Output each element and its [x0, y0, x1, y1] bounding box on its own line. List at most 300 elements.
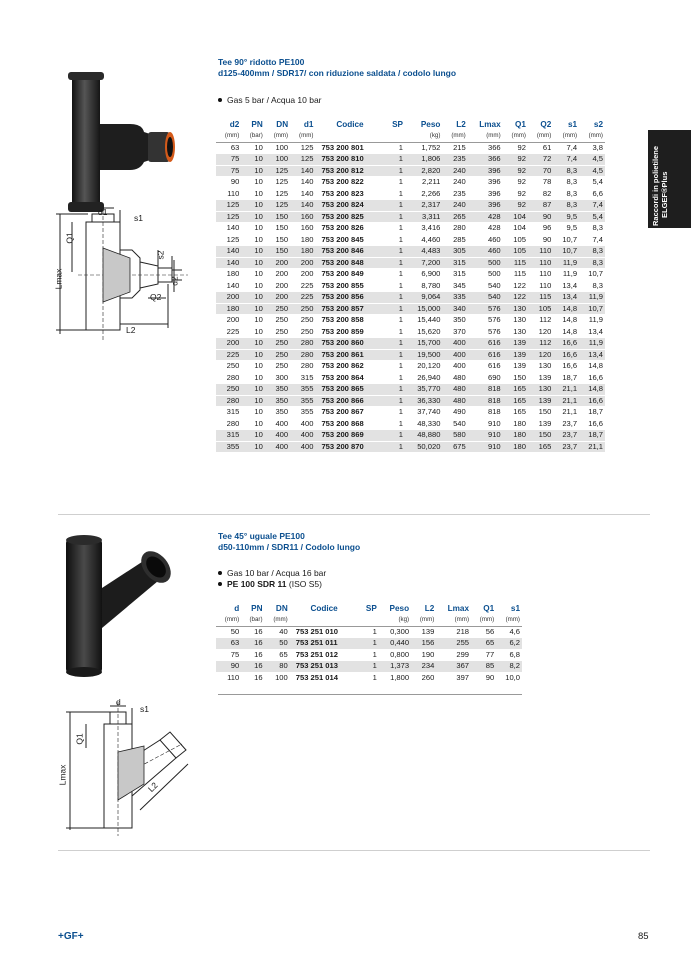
- table-cell: 315: [216, 407, 241, 419]
- column-header: SP: [392, 119, 403, 129]
- article-code-cell: 753 200 856: [315, 292, 384, 304]
- table-cell: 240: [442, 165, 467, 177]
- table-cell: 11,9: [579, 315, 605, 327]
- table-cell: 305: [442, 246, 467, 258]
- article-code-cell: 753 200 858: [315, 315, 384, 327]
- table-cell: 21,1: [553, 407, 579, 419]
- table-cell: 82: [528, 188, 553, 200]
- table-cell: 165: [528, 441, 553, 453]
- table-cell: 125: [265, 165, 290, 177]
- table-cell: 115: [528, 292, 553, 304]
- column-unit: (mm): [579, 131, 605, 142]
- table-cell: 139: [503, 338, 528, 350]
- table-cell: 280: [216, 395, 241, 407]
- table-cell: 110: [528, 280, 553, 292]
- table-cell: 396: [468, 177, 503, 189]
- table-cell: 122: [503, 292, 528, 304]
- table-cell: 1,752: [405, 142, 442, 154]
- table-cell: 480: [442, 372, 467, 384]
- table-cell: 616: [468, 361, 503, 373]
- table-cell: 280: [290, 361, 315, 373]
- table-cell: 140: [216, 246, 241, 258]
- table-row: [216, 372, 605, 384]
- table-cell: 180: [290, 234, 315, 246]
- table-cell: 150: [528, 430, 553, 442]
- table-cell: 1: [384, 200, 405, 212]
- table-cell: 225: [216, 349, 241, 361]
- table-row: [216, 430, 605, 442]
- table-cell: 1: [384, 315, 405, 327]
- table-cell: 37,740: [405, 407, 442, 419]
- table-cell: 367: [436, 661, 471, 673]
- table-cell: 1: [358, 661, 378, 673]
- column-unit: (mm): [216, 131, 241, 142]
- table-cell: 540: [468, 292, 503, 304]
- table-cell: 165: [503, 395, 528, 407]
- table-cell: 1: [384, 326, 405, 338]
- column-unit: (mm): [503, 131, 528, 142]
- table-cell: 1: [384, 280, 405, 292]
- table-cell: 15,620: [405, 326, 442, 338]
- column-unit: (mm): [411, 615, 436, 626]
- table-cell: 3,416: [405, 223, 442, 235]
- table-cell: 139: [411, 626, 436, 638]
- table-cell: 1: [384, 188, 405, 200]
- table-cell: 92: [503, 188, 528, 200]
- table-cell: 78: [528, 177, 553, 189]
- table-cell: 335: [442, 292, 467, 304]
- table-row: [216, 649, 522, 661]
- table-cell: 8,3: [579, 246, 605, 258]
- tee-90-reduced-photo: [60, 66, 180, 216]
- table-cell: 104: [503, 211, 528, 223]
- column-header: L2: [424, 603, 435, 613]
- table-cell: 165: [503, 407, 528, 419]
- table-cell: 300: [265, 372, 290, 384]
- gf-logo: +GF+: [58, 931, 84, 942]
- table-cell: 350: [265, 395, 290, 407]
- dim-label-q1: Q1: [64, 232, 75, 244]
- article-code-cell: 753 251 012: [290, 649, 359, 661]
- dim-label-lmax: Lmax: [53, 268, 64, 290]
- article-code-cell: 753 200 867: [315, 407, 384, 419]
- table-cell: 8,3: [553, 165, 579, 177]
- article-code-cell: 753 200 823: [315, 188, 384, 200]
- table-cell: 56: [471, 626, 496, 638]
- table-cell: 235: [442, 154, 467, 166]
- table-cell: 350: [265, 384, 290, 396]
- table-cell: 396: [468, 165, 503, 177]
- table-cell: 10: [241, 246, 264, 258]
- table-cell: 1: [358, 626, 378, 638]
- table-cell: 1: [384, 361, 405, 373]
- article-code-cell: 753 200 849: [315, 269, 384, 281]
- table-cell: 23,7: [553, 418, 579, 430]
- table-cell: 23,7: [553, 430, 579, 442]
- table-cell: 1: [384, 234, 405, 246]
- article-code-cell: 753 200 869: [315, 430, 384, 442]
- bullet-dot: [218, 582, 222, 586]
- table-cell: 500: [468, 269, 503, 281]
- table-cell: 460: [468, 234, 503, 246]
- table-cell: 125: [265, 188, 290, 200]
- table-cell: 75: [216, 154, 241, 166]
- table-cell: 80: [265, 661, 290, 673]
- article-code-cell: 753 200 846: [315, 246, 384, 258]
- table-cell: 10: [241, 165, 264, 177]
- column-header: PN: [251, 603, 263, 613]
- table-cell: 10: [241, 234, 264, 246]
- table-cell: 818: [468, 407, 503, 419]
- dim2-label-d: d: [116, 697, 121, 707]
- table-cell: 26,940: [405, 372, 442, 384]
- column-unit: (mm): [442, 131, 467, 142]
- table-cell: 215: [442, 142, 467, 154]
- table-cell: 130: [503, 315, 528, 327]
- table-cell: 15,440: [405, 315, 442, 327]
- table-cell: 150: [265, 234, 290, 246]
- table-cell: 540: [468, 280, 503, 292]
- table-cell: 0,300: [379, 626, 411, 638]
- table-cell: 428: [468, 223, 503, 235]
- table-cell: 315: [442, 269, 467, 281]
- table-cell: 355: [216, 441, 241, 453]
- table-cell: 1: [384, 395, 405, 407]
- table-row: [216, 626, 522, 638]
- table-cell: 10: [241, 269, 264, 281]
- table-cell: 9,5: [553, 211, 579, 223]
- table-row: [216, 280, 605, 292]
- table-cell: 8,3: [579, 280, 605, 292]
- table-cell: 50,020: [405, 441, 442, 453]
- table-cell: 480: [442, 384, 467, 396]
- column-unit: (mm): [496, 615, 522, 626]
- tee-45-drawing: [48, 700, 198, 840]
- table-cell: 1: [384, 372, 405, 384]
- article-code-cell: 753 200 857: [315, 303, 384, 315]
- table-cell: 110: [216, 672, 241, 684]
- table-cell: 200: [265, 257, 290, 269]
- article-code-cell: 753 251 011: [290, 638, 359, 650]
- table-row: [216, 200, 605, 212]
- dim-label-s2: s2: [155, 250, 166, 260]
- table-cell: 70: [528, 165, 553, 177]
- table-cell: 315: [442, 257, 467, 269]
- table-cell: 280: [216, 418, 241, 430]
- table-cell: 139: [503, 361, 528, 373]
- table-cell: 50: [216, 626, 241, 638]
- table-cell: 1,800: [379, 672, 411, 684]
- table-cell: 280: [216, 372, 241, 384]
- table-cell: 112: [528, 338, 553, 350]
- table-cell: 14,8: [579, 384, 605, 396]
- dim-label-s1: s1: [134, 213, 143, 223]
- column-unit: (mm): [290, 131, 315, 142]
- table-row: [216, 441, 605, 453]
- section1-title-line2: d125-400mm / SDR17/ con riduzione saldata / codolo lungo: [218, 68, 457, 78]
- table-cell: 250: [265, 303, 290, 315]
- table-cell: 400: [290, 418, 315, 430]
- table-row: [216, 303, 605, 315]
- table-row: [216, 395, 605, 407]
- table-cell: 350: [442, 315, 467, 327]
- table-cell: 280: [290, 338, 315, 350]
- table-cell: 140: [216, 280, 241, 292]
- table-cell: 36,330: [405, 395, 442, 407]
- column-unit: (mm): [265, 131, 290, 142]
- section1-title: [218, 57, 456, 79]
- column-header: Codice: [336, 119, 364, 129]
- table-cell: 200: [216, 315, 241, 327]
- table-cell: 10: [241, 326, 264, 338]
- table-cell: 16: [241, 672, 264, 684]
- table-cell: 250: [290, 315, 315, 327]
- table-cell: 10: [241, 315, 264, 327]
- table-cell: 50: [265, 638, 290, 650]
- table-cell: 6,900: [405, 269, 442, 281]
- section1-title-line1: Tee 90° ridotto PE100: [218, 57, 305, 67]
- table-cell: 120: [528, 349, 553, 361]
- article-code-cell: 753 200 860: [315, 338, 384, 350]
- table-cell: 15,700: [405, 338, 442, 350]
- table-cell: 5,4: [579, 177, 605, 189]
- column-header: DN: [276, 119, 289, 129]
- table-cell: 63: [216, 142, 241, 154]
- table-cell: 1: [384, 407, 405, 419]
- table-cell: 100: [265, 154, 290, 166]
- table-cell: 180: [216, 303, 241, 315]
- column-header: Q1: [483, 603, 495, 613]
- table-cell: 265: [442, 211, 467, 223]
- column-unit: [384, 131, 405, 142]
- table-cell: 92: [503, 200, 528, 212]
- article-code-cell: 753 200 861: [315, 349, 384, 361]
- article-code-cell: 753 200 812: [315, 165, 384, 177]
- table-cell: 20,120: [405, 361, 442, 373]
- table-cell: 180: [503, 430, 528, 442]
- table-cell: 140: [290, 177, 315, 189]
- table-row: [216, 246, 605, 258]
- column-header: SP: [365, 603, 377, 613]
- table-cell: 397: [436, 672, 471, 684]
- column-unit: (kg): [379, 615, 411, 626]
- table-cell: 16: [241, 649, 264, 661]
- table-cell: 10,7: [579, 269, 605, 281]
- table-cell: 7,4: [553, 142, 579, 154]
- table-cell: 1: [384, 165, 405, 177]
- table-cell: 0,800: [379, 649, 411, 661]
- table-cell: 150: [528, 407, 553, 419]
- table-cell: 16,6: [579, 395, 605, 407]
- table-cell: 576: [468, 326, 503, 338]
- table-cell: 10,7: [579, 303, 605, 315]
- table-cell: 400: [265, 441, 290, 453]
- table-cell: 115: [503, 269, 528, 281]
- column-header: Peso: [420, 119, 441, 129]
- table-cell: 16,6: [553, 338, 579, 350]
- table-cell: 2,211: [405, 177, 442, 189]
- table-cell: 110: [528, 246, 553, 258]
- article-code-cell: 753 200 826: [315, 223, 384, 235]
- table-cell: 250: [265, 338, 290, 350]
- side-tab: [648, 130, 691, 228]
- table-cell: 140: [216, 257, 241, 269]
- table-cell: 4,5: [579, 165, 605, 177]
- table-row: [216, 672, 522, 684]
- table-cell: 10: [241, 188, 264, 200]
- column-unit: (bar): [241, 131, 264, 142]
- column-header: Lmax: [479, 119, 501, 129]
- table-cell: 10: [241, 384, 264, 396]
- column-header: s1: [567, 119, 578, 129]
- table-cell: 16: [241, 661, 264, 673]
- footer-divider: [58, 850, 650, 851]
- table-cell: 576: [468, 303, 503, 315]
- table-cell: 10: [241, 177, 264, 189]
- side-tab-text: [651, 146, 669, 226]
- table-cell: 150: [265, 223, 290, 235]
- table-cell: 90: [216, 177, 241, 189]
- table-row: [216, 165, 605, 177]
- column-header: PN: [251, 119, 263, 129]
- table-cell: 240: [442, 177, 467, 189]
- dim-label-d1: d1: [98, 207, 108, 217]
- table-cell: 105: [503, 234, 528, 246]
- table-cell: 180: [216, 269, 241, 281]
- table-cell: 75: [216, 165, 241, 177]
- table-cell: 125: [290, 154, 315, 166]
- table-cell: 140: [290, 188, 315, 200]
- table-cell: 16,6: [579, 418, 605, 430]
- section2-title-line1: Tee 45° uguale PE100: [218, 531, 305, 541]
- table-cell: 8,3: [553, 177, 579, 189]
- table-cell: 6,8: [496, 649, 522, 661]
- table-cell: 400: [442, 361, 467, 373]
- table-cell: 1: [384, 430, 405, 442]
- table-row: [216, 257, 605, 269]
- table-cell: 818: [468, 384, 503, 396]
- table-cell: 110: [528, 269, 553, 281]
- article-code-cell: 753 251 010: [290, 626, 359, 638]
- table-cell: 200: [290, 257, 315, 269]
- table-cell: 125: [290, 142, 315, 154]
- column-unit: (bar): [241, 615, 264, 626]
- table-cell: 15,000: [405, 303, 442, 315]
- table-cell: 218: [436, 626, 471, 638]
- table-cell: 280: [290, 349, 315, 361]
- table-cell: 21,1: [579, 441, 605, 453]
- table-cell: 10: [241, 223, 264, 235]
- section1-bullet-text: Gas 5 bar / Acqua 10 bar: [227, 95, 322, 105]
- table-cell: 280: [442, 223, 467, 235]
- article-code-cell: 753 200 801: [315, 142, 384, 154]
- table-cell: 19,500: [405, 349, 442, 361]
- column-unit: (mm): [471, 615, 496, 626]
- table-row: [216, 326, 605, 338]
- table-row: [216, 638, 522, 650]
- table-cell: 190: [411, 649, 436, 661]
- table-cell: 72: [528, 154, 553, 166]
- tee-90-reduced-drawing: [48, 200, 198, 350]
- table-cell: 156: [411, 638, 436, 650]
- table-row: [216, 188, 605, 200]
- table-row: [216, 407, 605, 419]
- table-cell: 200: [216, 292, 241, 304]
- table-cell: 234: [411, 661, 436, 673]
- table-cell: 7,4: [579, 234, 605, 246]
- article-code-cell: 753 200 848: [315, 257, 384, 269]
- table-cell: 355: [290, 407, 315, 419]
- table-cell: 366: [468, 154, 503, 166]
- article-code-cell: 753 200 855: [315, 280, 384, 292]
- table-cell: 400: [442, 349, 467, 361]
- table-cell: 7,4: [579, 200, 605, 212]
- table-cell: 2,317: [405, 200, 442, 212]
- table-cell: 396: [468, 188, 503, 200]
- table-cell: 3,8: [579, 142, 605, 154]
- table-cell: 576: [468, 315, 503, 327]
- column-unit: (mm): [528, 131, 553, 142]
- section2-bullet-2-rest: (ISO S5): [286, 579, 322, 589]
- table-cell: 10: [241, 292, 264, 304]
- table-cell: 250: [265, 349, 290, 361]
- table-cell: 250: [216, 361, 241, 373]
- table-cell: 92: [503, 165, 528, 177]
- tee-45-photo: [52, 532, 182, 682]
- table-cell: 10,7: [553, 246, 579, 258]
- table-cell: 120: [528, 326, 553, 338]
- table-cell: 400: [290, 441, 315, 453]
- table-cell: 77: [471, 649, 496, 661]
- table-cell: 10: [241, 280, 264, 292]
- table-cell: 10: [241, 303, 264, 315]
- table-cell: 11,9: [579, 338, 605, 350]
- section2-table-bottom-rule: [218, 694, 522, 695]
- table-cell: 48,330: [405, 418, 442, 430]
- table-cell: 616: [468, 349, 503, 361]
- table-cell: 1: [384, 177, 405, 189]
- table-cell: 13,4: [579, 326, 605, 338]
- table-cell: 139: [528, 395, 553, 407]
- table-cell: 112: [528, 315, 553, 327]
- table-cell: 1: [358, 649, 378, 661]
- table-cell: 1: [384, 142, 405, 154]
- column-unit: (mm): [436, 615, 471, 626]
- column-header: s2: [593, 119, 603, 129]
- dim2-label-lmax: Lmax: [57, 764, 68, 786]
- table-cell: 110: [216, 188, 241, 200]
- bullet-dot: [218, 571, 222, 575]
- column-header: d2: [229, 119, 240, 129]
- table-cell: 180: [503, 441, 528, 453]
- table-cell: 0,440: [379, 638, 411, 650]
- table-cell: 139: [528, 418, 553, 430]
- table-cell: 345: [442, 280, 467, 292]
- article-code-cell: 753 200 866: [315, 395, 384, 407]
- table-cell: 125: [265, 177, 290, 189]
- table-cell: 1: [384, 257, 405, 269]
- table-cell: 13,4: [553, 280, 579, 292]
- table-cell: 8,780: [405, 280, 442, 292]
- table-cell: 65: [265, 649, 290, 661]
- table-cell: 160: [290, 223, 315, 235]
- section2-bullets: [218, 568, 326, 590]
- column-header: d1: [303, 119, 314, 129]
- table-cell: 63: [216, 638, 241, 650]
- column-unit: (mm): [216, 615, 241, 626]
- table-cell: 23,7: [553, 441, 579, 453]
- table-cell: 1: [384, 338, 405, 350]
